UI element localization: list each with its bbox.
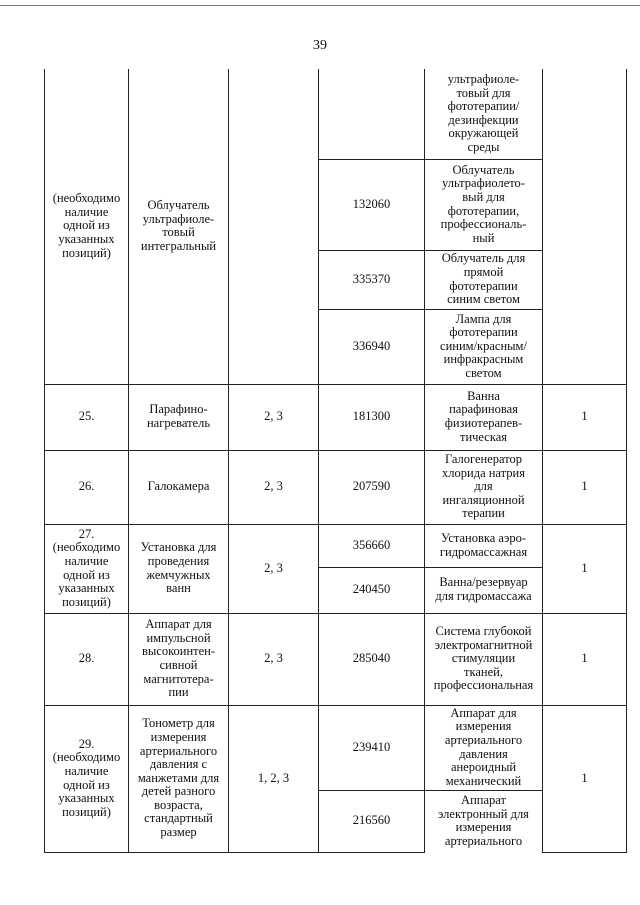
text-line: профессиональ- <box>440 217 527 232</box>
text-line: дезинфекции <box>448 112 519 127</box>
text-line: позиций) <box>62 594 111 609</box>
text-line: ультрафиоле- <box>142 211 215 226</box>
text-line: Аппарат для <box>450 705 517 720</box>
text-line: ный <box>472 230 495 245</box>
position-note <box>47 192 126 260</box>
device-description <box>427 252 540 306</box>
device-description <box>427 625 540 693</box>
device-code: 207590 <box>319 450 425 524</box>
text-line: механический <box>445 773 522 788</box>
row-number: 28. <box>45 613 129 705</box>
equipment-name-cell <box>129 613 229 705</box>
text-line: среды <box>467 139 500 154</box>
device-description <box>427 453 540 521</box>
device-description <box>427 707 540 789</box>
text-line: размер <box>160 825 197 840</box>
text-line: окружающей <box>448 126 519 141</box>
text-line: ингаляционной <box>442 492 525 507</box>
quantity: 1 <box>543 384 627 450</box>
text-line: физиотерапев- <box>444 416 523 430</box>
text-line: Галогенератор <box>444 452 523 467</box>
text-line: Аппарат <box>461 793 506 808</box>
equipment-name-cell <box>129 384 229 450</box>
text-line: детей разного <box>141 784 216 799</box>
equipment-name <box>131 618 226 700</box>
text-line: (необходимо <box>52 750 121 765</box>
text-line: товый для <box>456 85 511 100</box>
text-line: фототерапии <box>449 325 518 340</box>
text-line: магнитотера- <box>143 671 214 686</box>
row-number <box>47 738 126 820</box>
text-line: фототерапии <box>449 278 518 293</box>
row-number: 25. <box>45 384 129 450</box>
text-line: гидромассажная <box>439 544 528 559</box>
text-line: тическая <box>459 429 508 444</box>
text-line: Тонометр для <box>142 716 215 731</box>
text-line: Установка для <box>140 540 217 555</box>
description-cell <box>425 69 543 159</box>
quantity: 1 <box>543 613 627 705</box>
text-line: наличие <box>64 763 109 778</box>
requirement: 2, 3 <box>229 524 319 613</box>
top-rule <box>0 5 640 6</box>
text-line: парафиновая <box>449 402 518 417</box>
text-line: светом <box>465 365 502 380</box>
device-code: 335370 <box>319 250 425 309</box>
text-line: прямой <box>463 264 504 279</box>
requirement: 2, 3 <box>229 450 319 524</box>
quantity: 1 <box>543 450 627 524</box>
text-line: электромагнитной <box>434 637 533 652</box>
equipment-name-cell <box>129 69 229 384</box>
text-line: терапии <box>462 506 505 521</box>
requirement: 1, 2, 3 <box>229 705 319 852</box>
device-code: 216560 <box>319 790 425 852</box>
device-code: 132060 <box>319 159 425 250</box>
text-line: измерения <box>150 729 207 744</box>
quantity-cell <box>543 69 627 384</box>
device-code: 239410 <box>319 705 425 790</box>
text-line: фототерапии, <box>447 203 520 218</box>
table-row <box>45 705 627 790</box>
text-line: интегральный <box>140 238 217 253</box>
text-line: 27. <box>78 526 95 541</box>
equipment-name <box>131 717 226 839</box>
text-line: Облучатель для <box>441 251 526 266</box>
requirement: 2, 3 <box>229 384 319 450</box>
device-description <box>427 164 540 246</box>
text-line: Установка аэро- <box>440 530 527 545</box>
device-code: 240450 <box>319 567 425 613</box>
text-line: вый для <box>462 189 505 204</box>
text-line: указанных <box>58 791 115 806</box>
text-line: жемчужных <box>146 567 211 582</box>
text-line: артериального <box>139 743 218 758</box>
device-code: 285040 <box>319 613 425 705</box>
table-row <box>45 524 627 567</box>
text-line: указанных <box>58 581 115 596</box>
text-line: ультрафиолето- <box>442 176 525 191</box>
text-line: Парафино- <box>149 402 208 417</box>
device-description <box>427 576 540 603</box>
text-line: Лампа для <box>455 311 512 326</box>
quantity: 1 <box>543 705 627 852</box>
text-line: наличие <box>64 204 109 219</box>
text-line: артериального <box>444 833 523 848</box>
device-code: 356660 <box>319 524 425 567</box>
text-line: профессиональная <box>433 678 534 693</box>
description-cell <box>425 705 543 790</box>
text-line: манжетами для <box>137 770 220 785</box>
device-description <box>427 390 540 444</box>
text-line: одной из <box>63 777 110 792</box>
device-description <box>427 313 540 381</box>
text-line: указанных <box>58 232 115 247</box>
text-line: давления с <box>149 757 208 772</box>
description-cell <box>425 790 543 852</box>
text-line: Облучатель <box>147 198 210 213</box>
code-cell <box>319 69 425 159</box>
text-line: импульсной <box>146 630 211 645</box>
description-cell <box>425 384 543 450</box>
text-line: Галокамера <box>147 479 210 494</box>
table-row <box>45 613 627 705</box>
text-line: одной из <box>63 567 110 582</box>
table-row <box>45 384 627 450</box>
row-number: 26. <box>45 450 129 524</box>
text-line: сивной <box>159 658 198 672</box>
description-cell <box>425 309 543 384</box>
text-line: стимуляции <box>451 651 516 666</box>
text-line: давления <box>459 746 508 761</box>
text-line: хлорида натрия <box>442 465 525 480</box>
text-line: инфракрасным <box>443 352 524 367</box>
quantity: 1 <box>543 524 627 613</box>
text-line: Ванна/резервуар <box>439 575 528 590</box>
text-line: анероидный <box>450 760 517 775</box>
text-line: Система глубокой <box>435 624 532 639</box>
device-code: 336940 <box>319 309 425 384</box>
equipment-name-cell <box>129 524 229 613</box>
text-line: для гидромассажа <box>435 589 532 603</box>
text-line: ванн <box>166 581 191 596</box>
device-description <box>427 794 540 848</box>
text-line: Ванна <box>467 388 500 403</box>
text-line: электронный для <box>438 806 529 821</box>
equipment-table <box>44 69 627 853</box>
device-description <box>427 73 540 155</box>
text-line: высокоинтен- <box>141 644 216 659</box>
text-line: позиций) <box>62 245 111 260</box>
description-cell <box>425 250 543 309</box>
text-line: (необходимо <box>52 191 121 206</box>
text-line: товый <box>162 225 195 240</box>
text-line: одной из <box>63 218 110 233</box>
row-number-cell <box>45 705 129 852</box>
description-cell <box>425 613 543 705</box>
equipment-name-cell <box>129 705 229 852</box>
text-line: синим/красным/ <box>440 338 527 353</box>
page-number: 39 <box>313 38 327 53</box>
text-line: пии <box>168 685 189 700</box>
table-row <box>45 69 627 159</box>
text-line: Аппарат для <box>145 617 212 632</box>
description-cell <box>425 159 543 250</box>
requirement: 2, 3 <box>229 613 319 705</box>
description-cell <box>425 450 543 524</box>
text-line: позиций) <box>62 804 111 819</box>
row-number-cell <box>45 524 129 613</box>
text-line: возраста, <box>154 797 203 812</box>
table-row <box>45 450 627 524</box>
position-note-cell <box>45 69 129 384</box>
text-line: для <box>474 479 493 494</box>
text-line: наличие <box>64 553 109 568</box>
row-number <box>47 528 126 610</box>
equipment-name <box>131 199 226 253</box>
text-line: стандартный <box>144 811 213 826</box>
equipment-name-cell <box>129 450 229 524</box>
text-line: артериального <box>444 732 523 747</box>
text-line: тканей, <box>464 664 503 679</box>
device-description <box>427 532 540 559</box>
text-line: измерения <box>455 820 512 835</box>
equipment-name <box>131 541 226 595</box>
text-line: (необходимо <box>52 540 121 555</box>
text-line: 29. <box>78 736 95 751</box>
text-line: Облучатель <box>452 162 515 177</box>
equipment-name <box>131 480 226 494</box>
text-line: ультрафиоле- <box>447 71 520 86</box>
text-line: фототерапии/ <box>447 99 520 114</box>
description-cell <box>425 524 543 567</box>
text-line: измерения <box>455 719 512 734</box>
requirement-cell <box>229 69 319 384</box>
text-line: проведения <box>147 553 210 568</box>
text-line: нагреватель <box>146 416 211 430</box>
description-cell <box>425 567 543 613</box>
device-code: 181300 <box>319 384 425 450</box>
equipment-name <box>131 403 226 430</box>
text-line: синим светом <box>447 292 520 307</box>
